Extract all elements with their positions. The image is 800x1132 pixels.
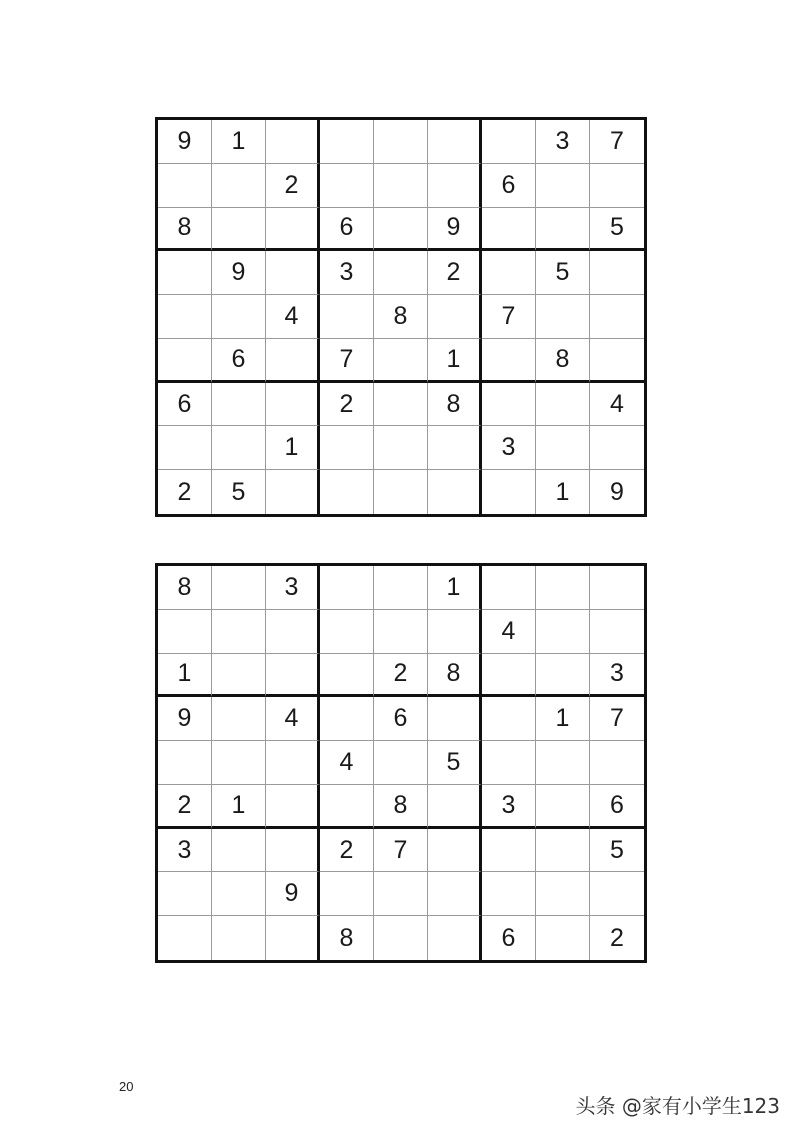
grid-cell: [266, 339, 320, 383]
grid-cell: [374, 120, 428, 164]
grid-cell: [536, 872, 590, 916]
grid-cell: [536, 208, 590, 252]
grid-cell: 1: [536, 697, 590, 741]
grid-cell: [428, 295, 482, 339]
grid-cell: [212, 610, 266, 654]
grid-cell: 9: [266, 872, 320, 916]
grid-cell: 2: [428, 251, 482, 295]
watermark: 头条 @家有小学生123: [575, 1094, 780, 1118]
grid-cell: 5: [428, 741, 482, 785]
grid-cell: [590, 164, 644, 208]
grid-cell: 6: [590, 785, 644, 829]
grid-cell: [428, 470, 482, 514]
grid-cell: [320, 654, 374, 698]
grid-cell: [590, 251, 644, 295]
grid-cell: 9: [158, 120, 212, 164]
grid-cell: 1: [158, 654, 212, 698]
grid-cell: [320, 785, 374, 829]
grid-cell: 3: [158, 829, 212, 873]
grid-cell: [590, 610, 644, 654]
grid-cell: 2: [374, 654, 428, 698]
grid-cell: [374, 916, 428, 960]
grid-cell: 8: [320, 916, 374, 960]
grid-cell: [158, 251, 212, 295]
grid-cell: 8: [428, 383, 482, 427]
grid-cell: [266, 470, 320, 514]
grid-cell: 5: [212, 470, 266, 514]
grid-cell: 9: [428, 208, 482, 252]
grid-cell: 2: [610, 923, 624, 952]
grid-cell: 6: [374, 697, 428, 741]
grid-cell: [158, 610, 212, 654]
grid-cell: 3: [482, 785, 536, 829]
grid-cell: [320, 697, 374, 741]
grid-cell: [266, 383, 320, 427]
sudoku-grid-2: [155, 563, 647, 963]
grid-cell: [266, 120, 320, 164]
grid-cell: [374, 426, 428, 470]
grid-cell: [590, 566, 644, 610]
grid-cell: [482, 741, 536, 785]
grid-cell: 3: [536, 120, 590, 164]
grid-cell: [374, 741, 428, 785]
grid-cell: [212, 872, 266, 916]
grid-cell: [536, 426, 590, 470]
grid-cell: [536, 785, 590, 829]
grid-cell: [158, 295, 212, 339]
grid-cell: [266, 654, 320, 698]
grid-cell: 1: [428, 339, 482, 383]
grid-cell: [536, 610, 590, 654]
grid-cell: [428, 120, 482, 164]
grid-cell: 1: [536, 470, 590, 514]
grid-cell: 9: [212, 251, 266, 295]
grid-cell: [536, 654, 590, 698]
grid-cell: [374, 872, 428, 916]
grid-cell: [428, 697, 482, 741]
grid-cell: 5: [536, 251, 590, 295]
grid-cell: [212, 654, 266, 698]
grid-cell: 8: [536, 339, 590, 383]
grid-cell: [536, 741, 590, 785]
grid-cell: 2: [266, 164, 320, 208]
grid-cell: 8: [374, 295, 428, 339]
grid-cell: [536, 829, 590, 873]
grid-cell: [482, 120, 536, 164]
grid-cell: [536, 164, 590, 208]
grid-cell: [482, 829, 536, 873]
grid-cell: 3: [266, 566, 320, 610]
grid-cell: [212, 697, 266, 741]
grid-cell: [536, 916, 590, 960]
grid-cell: [212, 383, 266, 427]
grid-cell: 4: [266, 295, 320, 339]
grid-cell: 2: [320, 383, 374, 427]
grid-cell: 2: [158, 470, 212, 514]
grid-cell: 1: [212, 120, 266, 164]
grid-cell: [482, 339, 536, 383]
grid-cell: 6: [212, 339, 266, 383]
grid-cell: [158, 339, 212, 383]
grid-cell: [482, 697, 536, 741]
grid-cell: [590, 339, 644, 383]
grid-cell: [374, 251, 428, 295]
grid-cell: [266, 208, 320, 252]
grid-cell: 5: [590, 829, 644, 873]
grid-cell: [266, 610, 320, 654]
grid-cell: 5: [590, 208, 644, 252]
grid-cell: [158, 872, 212, 916]
grid-cell: 1: [266, 426, 320, 470]
page-number: 20: [119, 1079, 134, 1094]
grid-cell: 7: [374, 829, 428, 873]
grid-cell: [590, 741, 644, 785]
grid-cell: [374, 610, 428, 654]
grid-cell: 4: [266, 697, 320, 741]
grid-cell: [482, 654, 536, 698]
grid-cell: [428, 872, 482, 916]
grid-cell: [158, 426, 212, 470]
grid-cell: 6: [320, 208, 374, 252]
grid-cell: [536, 295, 590, 339]
grid-cell: 3: [590, 654, 644, 698]
grid-cell: [590, 295, 644, 339]
grid-cell: [212, 208, 266, 252]
grid-cell: [320, 566, 374, 610]
grid-cell: [266, 829, 320, 873]
grid-cell: 7: [590, 697, 644, 741]
grid-cell: [482, 470, 536, 514]
grid-cell: [482, 872, 536, 916]
grid-cell: 9: [158, 697, 212, 741]
grid-cell: 4: [482, 610, 536, 654]
grid-cell: 6: [482, 916, 536, 960]
grid-cell: [428, 829, 482, 873]
grid-cell: [482, 208, 536, 252]
grid-cell: [590, 872, 644, 916]
grid-cell: 4: [590, 383, 644, 427]
grid-cell: [428, 426, 482, 470]
grid-cell: [212, 741, 266, 785]
grid-cell: [320, 164, 374, 208]
grid-cell: [266, 251, 320, 295]
grid-cell: 6: [158, 383, 212, 427]
grid-cell: 8: [374, 785, 428, 829]
grid-cell: [374, 383, 428, 427]
grid-cell: [320, 872, 374, 916]
grid-cell: [428, 916, 482, 960]
grid-cell: [320, 120, 374, 164]
grid-cell: [428, 164, 482, 208]
grid-cell: [374, 164, 428, 208]
grid-cell: 7: [590, 120, 644, 164]
grid-cell: [158, 916, 212, 960]
grid-cell: 8: [428, 654, 482, 698]
grid-cell: [482, 383, 536, 427]
grid-cell: 1: [212, 785, 266, 829]
grid-cell: 9: [610, 477, 624, 506]
grid-cell: 8: [158, 566, 212, 610]
grid-cell: [212, 426, 266, 470]
grid-cell: [374, 339, 428, 383]
grid-cell: [266, 741, 320, 785]
grid-cell: 1: [428, 566, 482, 610]
grid-cell: [536, 383, 590, 427]
grid-cell: 4: [320, 741, 374, 785]
grid-cell: 2: [320, 829, 374, 873]
grid-cell: 3: [482, 426, 536, 470]
grid-cell: [320, 295, 374, 339]
grid-cell: [212, 566, 266, 610]
grid-cell: [158, 741, 212, 785]
grid-cell: [266, 916, 320, 960]
grid-cell: [482, 566, 536, 610]
grid-cell: 7: [320, 339, 374, 383]
grid-cell: 2: [158, 785, 212, 829]
grid-cell: [320, 610, 374, 654]
grid-cell: 7: [482, 295, 536, 339]
grid-cell: [374, 208, 428, 252]
grid-cell: [374, 566, 428, 610]
grid-cell: 6: [482, 164, 536, 208]
grid-cell: [320, 470, 374, 514]
grid-cell: [158, 164, 212, 208]
grid-cell: [266, 785, 320, 829]
grid-cell: [212, 164, 266, 208]
grid-cell: 3: [320, 251, 374, 295]
grid-cell: [374, 470, 428, 514]
grid-cell: [428, 785, 482, 829]
grid-cell: [590, 426, 644, 470]
grid-cell: [536, 566, 590, 610]
grid-cell: [212, 295, 266, 339]
grid-cell: [212, 916, 266, 960]
grid-cell: 8: [158, 208, 212, 252]
grid-cell: [212, 829, 266, 873]
sudoku-grid-1: [155, 117, 647, 517]
grid-cell: [482, 251, 536, 295]
grid-cell: [320, 426, 374, 470]
grid-cell: [428, 610, 482, 654]
